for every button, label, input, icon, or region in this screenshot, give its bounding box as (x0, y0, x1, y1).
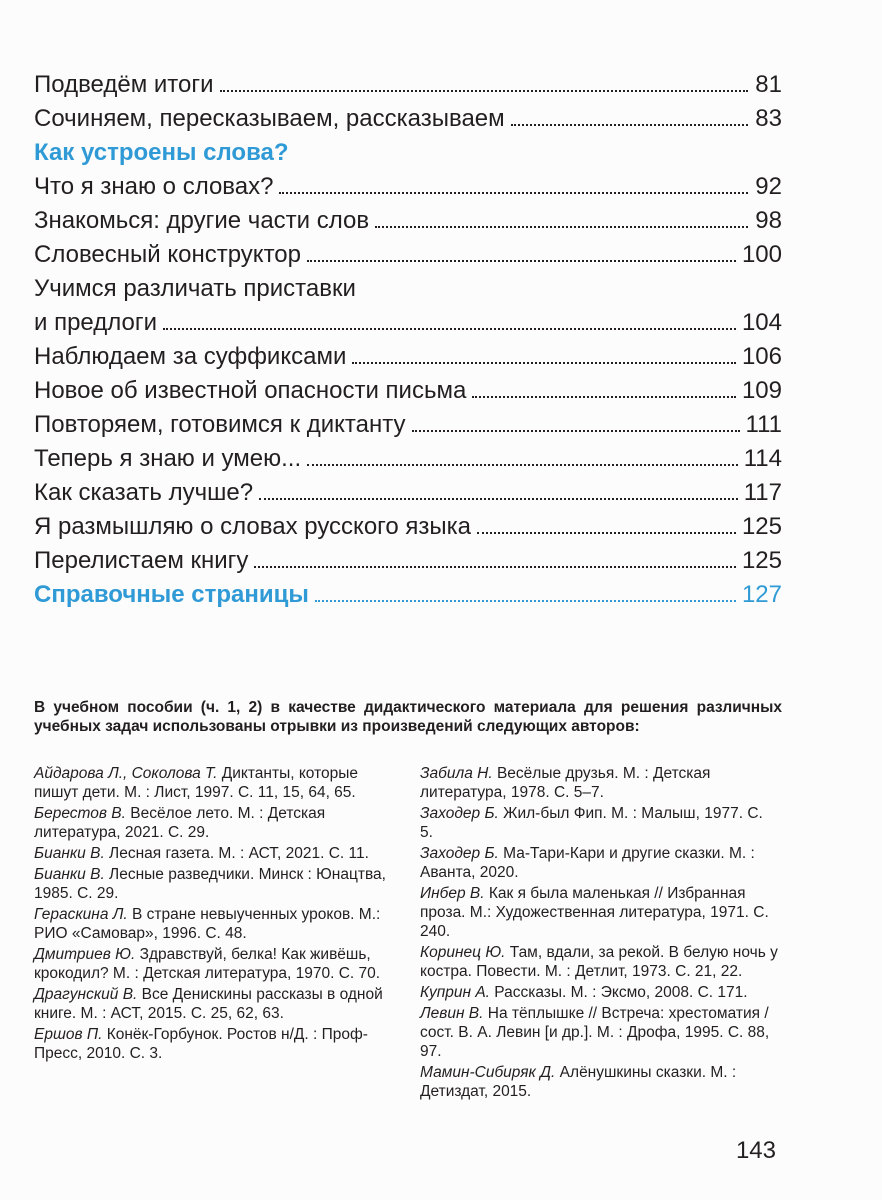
toc-entry-title: Подведём итоги (34, 71, 214, 98)
toc-entry-page: 109 (741, 377, 782, 404)
toc-entry-page: 81 (755, 71, 782, 98)
toc-section-heading[interactable] (34, 136, 782, 170)
reference-item (420, 764, 780, 802)
reference-author: Берестов В. (34, 805, 126, 822)
toc-entry[interactable] (34, 102, 782, 136)
toc-entry-title: Сочиняем, пересказываем, рассказываем (34, 105, 505, 132)
reference-item (34, 865, 394, 903)
reference-text: Конёк-Горбунок. Ростов н/Д. : Проф-Пресс, 2010. С. 3. (34, 1026, 368, 1062)
toc-entry-page: 114 (743, 445, 782, 472)
reference-author: Левин В. (420, 1005, 484, 1022)
toc-leader (315, 594, 736, 602)
toc-entry[interactable] (34, 374, 782, 408)
toc-entry-page: 100 (741, 241, 782, 268)
reference-author: Бианки В. (34, 866, 105, 883)
reference-item (420, 804, 780, 842)
page-number: 143 (735, 1137, 776, 1164)
reference-item (420, 943, 780, 981)
toc-entry-page: 125 (741, 547, 782, 574)
toc-entry-title: Теперь я знаю и умею... (34, 445, 302, 472)
reference-text: Лесные разведчики. Минск : Юнацтва, 1985. С. 29. (34, 866, 386, 902)
toc-entry-title: Перелистаем книгу (34, 547, 249, 574)
reference-author: Айдарова Л., Соколова Т. (34, 765, 218, 782)
toc-entry-page: 117 (743, 479, 782, 506)
toc-leader (412, 424, 740, 432)
reference-text: Рассказы. М. : Эксмо, 2008. С. 171. (489, 984, 748, 1001)
reference-author: Коринец Ю. (420, 944, 506, 961)
toc-entry-title: Наблюдаем за суффиксами (34, 343, 347, 370)
toc-entry-page: 125 (741, 513, 782, 540)
reference-item (34, 1025, 394, 1063)
toc-entry-page: 98 (755, 207, 782, 234)
toc-entry-title: Новое об известной опасности письма (34, 377, 467, 404)
reference-item (420, 844, 780, 882)
toc-leader (279, 186, 748, 194)
reference-text: Ма-Тари-Кари и другие сказки. М. : Аванта, 2020. (420, 845, 755, 881)
toc-entry[interactable] (34, 68, 782, 102)
reference-item (34, 985, 394, 1023)
reference-text: Там, вдали, за рекой. В белую ночь у костра. Повести. М. : Детлит, 1973. С. 21, 22. (420, 944, 778, 980)
toc-entry-title: Повторяем, готовимся к диктанту (34, 411, 406, 438)
toc-leader (511, 118, 748, 126)
toc-entry[interactable] (34, 442, 782, 476)
toc-entry[interactable] (34, 544, 782, 578)
toc-entry-title: Словесный конструктор (34, 241, 301, 268)
reference-text: Весёлые друзья. М. : Детская литература, 1978. С. 5–7. (420, 765, 711, 801)
reference-author: Ершов П. (34, 1026, 103, 1043)
reference-text: Диктанты, которые пишут дети. М. : Лист, 1997. С. 11, 15, 64, 65. (34, 765, 359, 801)
sources-intro: В учебном пособии (ч. 1, 2) в качестве дидактического материала для решения различных учебных задач использованы отрывки из произведений следующих авторов: (34, 699, 782, 735)
toc-entry[interactable] (34, 340, 782, 374)
reference-text: Все Денискины рассказы в одной книге. М. : АСТ, 2015. С. 25, 62, 63. (34, 986, 383, 1022)
reference-item (420, 1004, 780, 1061)
toc-leader (472, 390, 736, 398)
reference-text: Лесная газета. М. : АСТ, 2021. С. 11. (104, 845, 369, 862)
reference-author: Куприн А. (420, 984, 490, 1001)
toc-entry-page: 104 (741, 309, 782, 336)
toc-leader (220, 84, 748, 92)
toc-entry-title: Учимся различать приставки (34, 275, 356, 302)
reference-text: Жил-был Фип. М. : Малыш, 1977. С. 5. (420, 805, 763, 841)
reference-item (420, 983, 780, 1002)
reference-author: Гераскина Л. (34, 906, 128, 923)
toc-entry[interactable] (34, 170, 782, 204)
reference-text: Здравствуй, белка! Как живёшь, крокодил? М. : Детская литература, 1970. С. 70. (34, 946, 381, 982)
toc-entry[interactable] (34, 204, 782, 238)
reference-item (34, 844, 394, 863)
reference-author: Забила Н. (420, 765, 493, 782)
toc-leader (254, 560, 736, 568)
reference-text: В стране невыученных уроков. М.: РИО «Самовар», 1996. С. 48. (34, 906, 381, 942)
references-right-column (420, 764, 780, 1103)
reference-text: Как я была маленькая // Избранная проза. М.: Художественная литература, 1971. С. 240. (420, 885, 769, 940)
toc-entry-page: 111 (745, 411, 782, 438)
toc-entry-first-line[interactable] (34, 272, 782, 306)
toc-leader (259, 492, 738, 500)
reference-author: Инбер В. (420, 885, 485, 902)
toc-entry-title: Я размышляю о словах русского языка (34, 513, 472, 540)
toc-entry-page: 127 (741, 581, 782, 608)
toc-entry[interactable] (34, 408, 782, 442)
toc-entry-title: Что я знаю о словах? (34, 173, 274, 200)
reference-item (34, 905, 394, 943)
reference-author: Заходер Б. (420, 805, 499, 822)
reference-author: Мамин-Сибиряк Д. (420, 1064, 556, 1081)
toc-leader (477, 526, 736, 534)
reference-author: Драгунский В. (34, 986, 138, 1003)
toc-entry-page: 92 (755, 173, 782, 200)
toc-leader (307, 458, 738, 466)
reference-text: Алёнушкины сказки. М. : Детиздат, 2015. (420, 1064, 737, 1100)
references-left-column (34, 764, 394, 1065)
toc-leader (352, 356, 736, 364)
toc-leader (375, 220, 748, 228)
reference-item (34, 764, 394, 802)
toc-entry-page: 83 (755, 105, 782, 132)
toc-entry[interactable] (34, 238, 782, 272)
toc-entry-page: 106 (741, 343, 782, 370)
toc-entry-title: Как сказать лучше? (34, 479, 254, 506)
toc-section-entry[interactable] (34, 578, 782, 612)
reference-author: Заходер Б. (420, 845, 499, 862)
toc-entry-title: Справочные страницы (34, 581, 309, 608)
reference-item (420, 884, 780, 941)
toc-entry[interactable] (34, 476, 782, 510)
reference-text: На тёплышке // Встреча: хрестоматия / сост. В. А. Левин [и др.]. М. : Дрофа, 1995. С. 88, 97. (420, 1005, 770, 1060)
reference-author: Бианки В. (34, 845, 105, 862)
toc-heading-title: Как устроены слова? (34, 139, 289, 166)
reference-item (34, 945, 394, 983)
toc-leader (307, 254, 736, 262)
table-of-contents (34, 68, 782, 612)
toc-entry-title: Знакомься: другие части слов (34, 207, 370, 234)
toc-entry[interactable] (34, 306, 782, 340)
reference-author: Дмитриев Ю. (34, 946, 136, 963)
toc-leader (163, 322, 736, 330)
toc-entry[interactable] (34, 510, 782, 544)
reference-item (420, 1063, 780, 1101)
reference-text: Весёлое лето. М. : Детская литература, 2021. С. 29. (34, 805, 326, 841)
toc-entry-title: и предлоги (34, 309, 158, 336)
reference-item (34, 804, 394, 842)
